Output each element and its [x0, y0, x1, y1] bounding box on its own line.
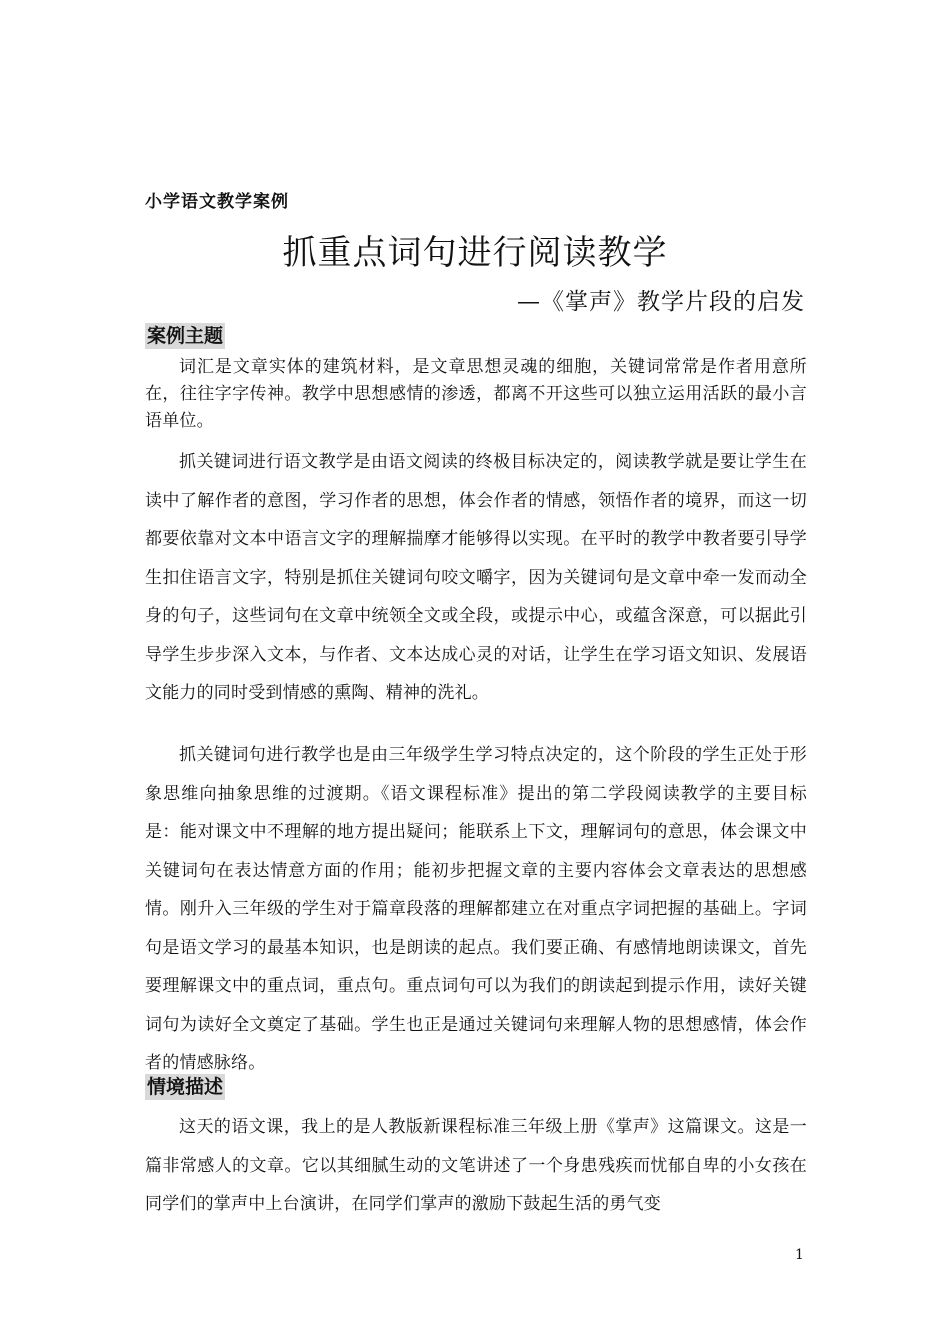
- theme-paragraph-1: 词汇是文章实体的建筑材料，是文章思想灵魂的细胞，关键词常常是作者用意所在，往往字字传神。教学中思想感情的渗透，都离不开这些可以独立运用活跃的最小言语单位。: [145, 357, 807, 431]
- theme-paragraph-2: 抓关键词进行语文教学是由语文阅读的终极目标决定的，阅读教学就是要让学生在读中了解作者的意图，学习作者的思想，体会作者的情感，领悟作者的境界，而这一切都要依靠对文本中语言文字的理解揣摩才能够得以实现。在平时的教学中教者要引导学生扣住语言文字，特别是抓住关键词句咬文嚼字，因为关键词句是文章中牵一发而动全身的句子，这些词句在文章中统领全文或全段，或提示中心，或蕴含深意，可以据此引导学生步步深入文本，与作者、文本达成心灵的对话，让学生在学习语文知识、发展语文能力的同时受到情感的熏陶、精神的洗礼。: [145, 452, 807, 703]
- page-number: 1: [795, 1247, 804, 1263]
- scenario-paragraph-1: 这天的语文课，我上的是人教版新课程标准三年级上册《掌声》这篇课文。这是一篇非常感人的文章。它以其细腻生动的文笔讲述了一个身患残疾而忧郁自卑的小女孩在同学们的掌声中上台演讲，在同学们掌声的激励下鼓起生活的勇气变: [145, 1117, 807, 1214]
- theme-paragraph-3: 抓关键词句进行教学也是由三年级学生学习特点决定的，这个阶段的学生正处于形象思维向抽象思维的过渡期。《语文课程标准》提出的第二学段阅读教学的主要目标是：能对课文中不理解的地方提出疑问；能联系上下文，理解词句的意思，体会课文中关键词句在表达情意方面的作用；能初步把握文章的主要内容体会文章表达的思想感情。刚升入三年级的学生对于篇章段落的理解都建立在对重点字词把握的基础上。字词句是语文学习的最基本知识，也是朗读的起点。我们要正确、有感情地朗读课文，首先要理解课文中的重点词，重点句。重点词句可以为我们的朗读起到提示作用，读好关键词句为读好全文奠定了基础。学生也正是通过关键词句来理解人物的思想感情，体会作者的情感脉络。: [145, 745, 807, 1073]
- document-kicker: 小学语文教学案例: [145, 192, 289, 212]
- document-subtitle: —《掌声》教学片段的启发: [517, 289, 805, 315]
- section-heading-scenario: 情境描述: [147, 1076, 224, 1098]
- document-title: 抓重点词句进行阅读教学: [282, 233, 668, 273]
- section-heading-theme: 案例主题: [147, 325, 224, 347]
